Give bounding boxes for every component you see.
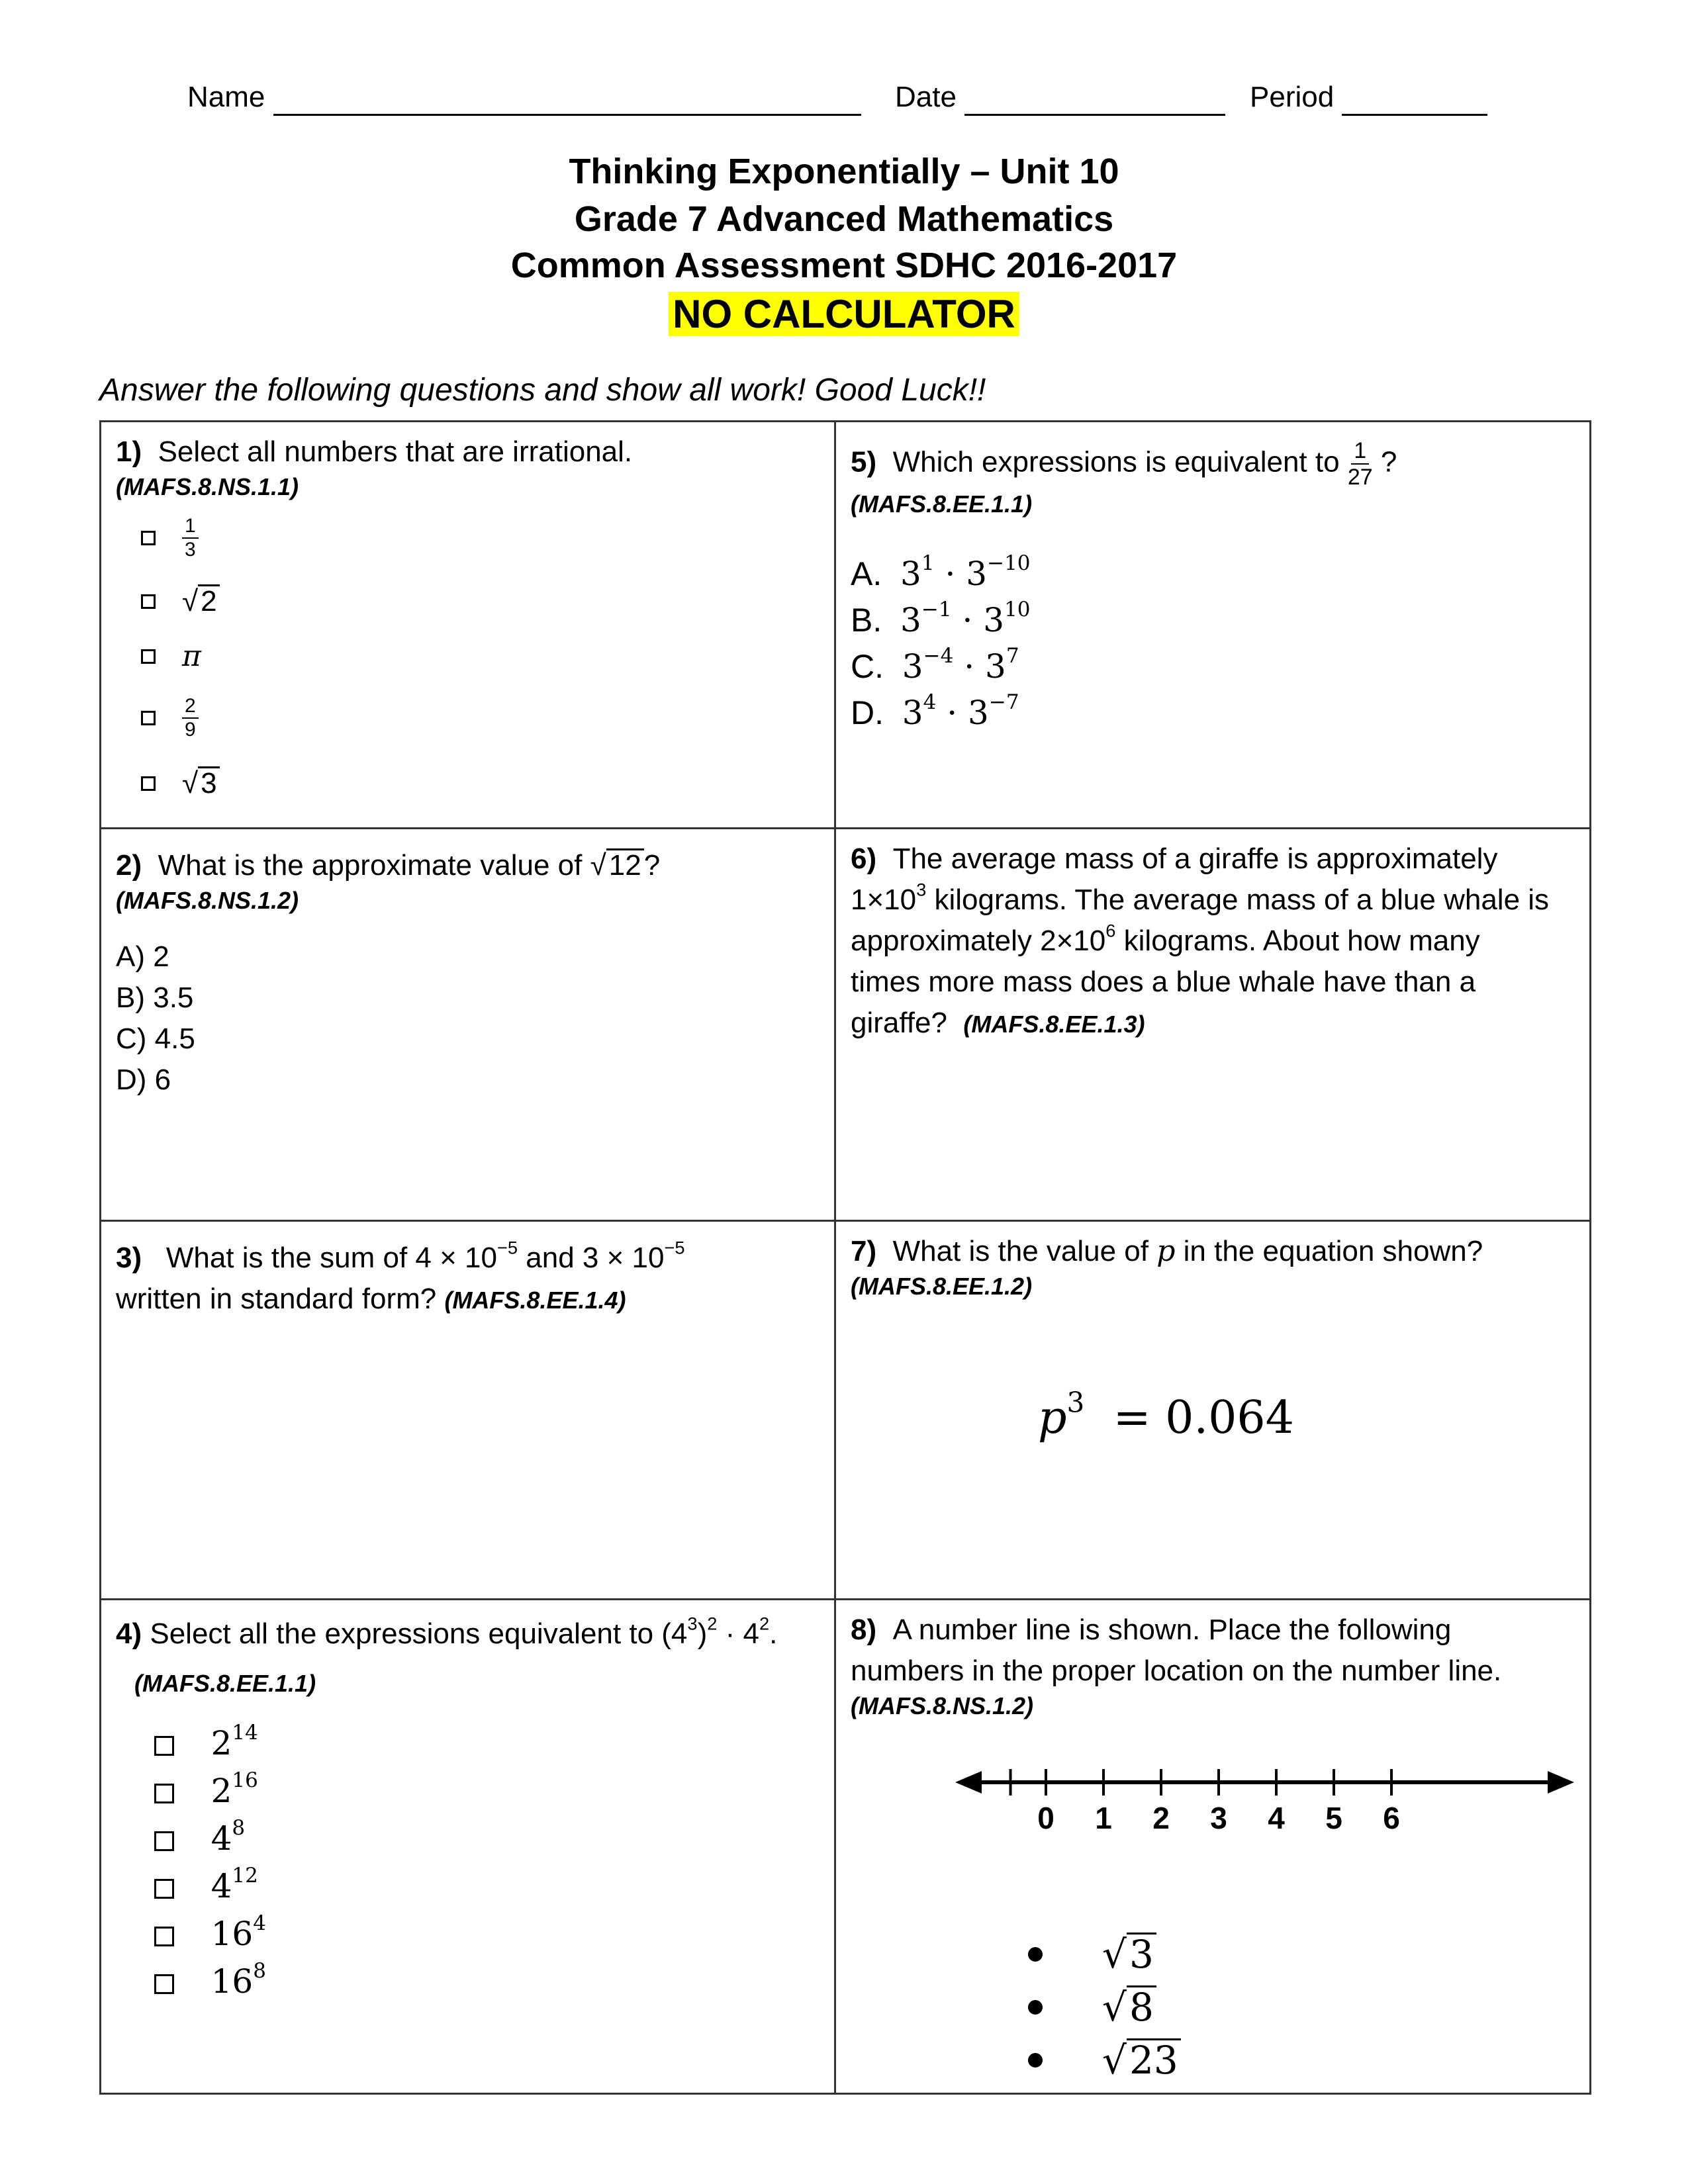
q2-option-b[interactable]: B) 3.5 bbox=[116, 981, 194, 1014]
name-field[interactable] bbox=[187, 81, 861, 116]
instructions: Answer the following questions and show all work! Good Luck!! bbox=[99, 373, 986, 408]
checkbox[interactable] bbox=[141, 531, 156, 545]
q5-standard: (MAFS.8.EE.1.1) bbox=[851, 490, 1033, 518]
period-blank[interactable] bbox=[1342, 81, 1487, 116]
checkbox[interactable] bbox=[141, 776, 156, 791]
q4-option-5[interactable]: $16^4$ bbox=[154, 1910, 266, 1958]
number-line-tick-label: 5 bbox=[1325, 1801, 1342, 1835]
question-2 bbox=[101, 829, 834, 1220]
bullet bbox=[1028, 2000, 1043, 2015]
title-assessment: Common Assessment SDHC 2016-2017 bbox=[510, 246, 1178, 285]
no-calculator-label: NO CALCULATOR bbox=[669, 292, 1019, 336]
q1-sqrt-b: √2 bbox=[182, 584, 220, 618]
q5-fraction: $\frac{1}{27}$ bbox=[1347, 438, 1373, 490]
q6-standard: (MAFS.8.EE.1.3) bbox=[963, 1011, 1145, 1038]
title-unit: Thinking Exponentially – Unit 10 bbox=[569, 152, 1119, 191]
date-label: Date bbox=[895, 81, 957, 113]
q7-equation: $p^3 = 0.064$ bbox=[1038, 1386, 1294, 1444]
name-label: Name bbox=[187, 81, 265, 113]
q8-line1: A number line is shown. Place the following bbox=[892, 1614, 1452, 1646]
q1-number: 1) bbox=[116, 435, 142, 468]
q4-option-2[interactable]: $2^{16}$ bbox=[154, 1767, 266, 1815]
number-line-tick-label: 2 bbox=[1152, 1801, 1170, 1835]
q8-line2: numbers in the proper location on the number line. bbox=[851, 1655, 1502, 1687]
q4-options bbox=[154, 1719, 266, 2005]
q2-option-c[interactable]: C) 4.5 bbox=[116, 1023, 195, 1055]
q1-option-d[interactable] bbox=[141, 695, 199, 741]
q4-standard: (MAFS.8.EE.1.1) bbox=[134, 1670, 316, 1697]
q1-standard: (MAFS.8.NS.1.1) bbox=[116, 473, 299, 500]
date-blank[interactable] bbox=[964, 81, 1225, 116]
question-grid bbox=[99, 420, 1591, 2095]
checkbox[interactable] bbox=[154, 1784, 174, 1803]
checkbox[interactable] bbox=[154, 1736, 174, 1756]
q5-options bbox=[851, 551, 1576, 736]
checkbox[interactable] bbox=[141, 711, 156, 725]
q4-option-1[interactable]: $2^{14}$ bbox=[154, 1719, 266, 1767]
q1-option-b[interactable] bbox=[141, 584, 220, 618]
question-5 bbox=[836, 422, 1591, 827]
number-line-left-arrow bbox=[955, 1771, 982, 1794]
q2-standard: (MAFS.8.NS.1.2) bbox=[116, 887, 299, 914]
q8-item-1[interactable]: √3 bbox=[1028, 1928, 1181, 1981]
checkbox[interactable] bbox=[141, 594, 156, 609]
no-calculator-banner bbox=[0, 291, 1688, 337]
q6-number: 6) bbox=[851, 842, 877, 875]
q1-sqrt-e: √3 bbox=[182, 766, 220, 800]
q2-text: What is the approximate value of bbox=[158, 849, 583, 882]
checkbox[interactable] bbox=[154, 1879, 174, 1899]
number-line-tick-label: 4 bbox=[1268, 1801, 1285, 1835]
q6-line5: giraffe? bbox=[851, 1007, 947, 1039]
q3-text-mid: and 3 × 10 bbox=[526, 1242, 665, 1274]
question-8 bbox=[836, 1600, 1591, 2097]
q8-item-3[interactable]: √23 bbox=[1028, 2034, 1181, 2087]
number-line-right-arrow bbox=[1548, 1771, 1574, 1794]
q5-option-b[interactable]: B. $3^{-1} \cdot 3^{10}$ bbox=[851, 597, 1031, 639]
q4-option-4[interactable]: $4^{12}$ bbox=[154, 1862, 266, 1910]
number-line-tick-label: 1 bbox=[1095, 1801, 1112, 1835]
q4-number: 4) bbox=[116, 1617, 142, 1650]
number-line-tick-label: 3 bbox=[1210, 1801, 1227, 1835]
q3-text-pre: What is the sum of 4 × 10 bbox=[165, 1242, 497, 1274]
q1-option-c[interactable] bbox=[141, 639, 201, 673]
q1-option-a[interactable] bbox=[141, 515, 199, 561]
q4-text-pre: Select all the expressions equivalent to (4 bbox=[150, 1617, 688, 1650]
q1-option-e[interactable] bbox=[141, 766, 220, 800]
q7-standard: (MAFS.8.EE.1.2) bbox=[851, 1273, 1033, 1300]
q3-exponent-2: −5 bbox=[664, 1237, 685, 1258]
number-line-tick-label: 6 bbox=[1383, 1801, 1400, 1835]
q5-option-a[interactable]: A. $3^1 \cdot 3^{-10}$ bbox=[851, 551, 1031, 593]
q8-number: 8) bbox=[851, 1614, 877, 1646]
q3-text-line2: written in standard form? bbox=[116, 1283, 437, 1315]
q7-variable: p bbox=[1156, 1234, 1176, 1268]
number-line-tick-label: 0 bbox=[1037, 1801, 1055, 1835]
q3-standard: (MAFS.8.EE.1.4) bbox=[444, 1287, 626, 1314]
q4-option-3[interactable]: $4^8$ bbox=[154, 1815, 266, 1862]
q5-text: Which expressions is equivalent to bbox=[892, 445, 1340, 478]
q6-line4: times more mass does a blue whale have than a bbox=[851, 966, 1476, 998]
q2-sqrt: √12 bbox=[590, 845, 644, 886]
period-label: Period bbox=[1250, 81, 1335, 113]
q1-fraction-d: $\frac{2}{9}$ bbox=[182, 695, 199, 741]
q5-option-c[interactable]: C. $3^{-4} \cdot 3^7$ bbox=[851, 643, 1019, 686]
q6-line3: approximately $2\times 10^6$ kilograms. About how many bbox=[851, 920, 1480, 957]
q2-number: 2) bbox=[116, 849, 142, 882]
q3-exponent-1: −5 bbox=[496, 1237, 518, 1258]
q7-text-post: in the equation shown? bbox=[1183, 1235, 1483, 1267]
q8-item-2[interactable]: √8 bbox=[1028, 1981, 1181, 2034]
name-blank[interactable] bbox=[273, 81, 861, 116]
q7-text-pre: What is the value of bbox=[892, 1235, 1149, 1267]
checkbox[interactable] bbox=[154, 1831, 174, 1851]
bullet bbox=[1028, 1947, 1043, 1962]
q1-fraction-a: $\frac{1}{3}$ bbox=[182, 515, 199, 561]
date-field[interactable] bbox=[895, 81, 1225, 116]
q5-question-mark: ? bbox=[1380, 445, 1397, 478]
q5-number: 5) bbox=[851, 445, 877, 478]
q8-standard: (MAFS.8.NS.1.2) bbox=[851, 1692, 1034, 1719]
question-4: 4) Select all the expressions equivalent to $(4^3)^2 \cdot 4^2$. (MAFS.8.EE.1.1) bbox=[101, 1600, 834, 2097]
q2-question-mark: ? bbox=[643, 849, 661, 882]
number-line[interactable] bbox=[955, 1752, 1584, 1839]
question-3 bbox=[101, 1222, 834, 1598]
checkbox[interactable] bbox=[154, 1974, 174, 1994]
q8-items bbox=[1028, 1928, 1181, 2087]
question-6 bbox=[836, 829, 1591, 1220]
checkbox[interactable] bbox=[141, 649, 156, 664]
q7-number: 7) bbox=[851, 1235, 877, 1267]
checkbox[interactable] bbox=[154, 1927, 174, 1946]
q3-number: 3) bbox=[116, 1242, 142, 1274]
title-grade: Grade 7 Advanced Mathematics bbox=[574, 199, 1114, 239]
q2-option-a[interactable]: A) 2 bbox=[116, 940, 169, 973]
q5-option-d[interactable]: D. $3^4 \cdot 3^{-7}$ bbox=[851, 690, 1019, 732]
q2-option-d[interactable]: D) 6 bbox=[116, 1064, 171, 1096]
q6-line2: $1\times 10^3$ kilograms. The average mass of a blue whale is bbox=[851, 879, 1550, 916]
bullet bbox=[1028, 2053, 1043, 2068]
q4-option-6[interactable]: $16^8$ bbox=[154, 1958, 266, 2005]
period-field[interactable] bbox=[1250, 81, 1487, 116]
q1-text: Select all numbers that are irrational. bbox=[158, 435, 633, 468]
q1-pi: π bbox=[182, 639, 201, 673]
q6-line1: The average mass of a giraffe is approximately bbox=[892, 842, 1498, 875]
q2-options bbox=[116, 936, 820, 1101]
